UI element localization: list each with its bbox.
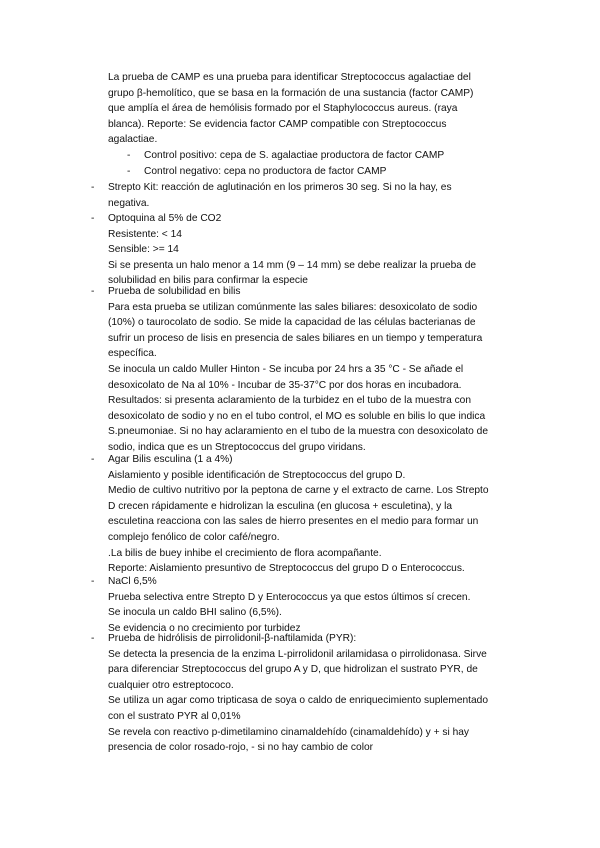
text-line: Reporte: Aislamiento presuntivo de Streptococcus del grupo D o Enterococcus. xyxy=(108,563,465,575)
agar-bilis-esculina-item xyxy=(108,452,518,577)
optoquina-item xyxy=(108,211,518,289)
pyr-item xyxy=(108,631,518,756)
item-heading: Prueba de hidrólisis de pirrolidonil-β-naftilamida (PYR): xyxy=(108,633,357,644)
text-line: Se revela con reactivo p-dimetilamino cinamaldehído (cinamaldehído) y + si hay xyxy=(108,726,469,738)
text-line: Si se presenta un halo menor a 14 mm (9 – 14 mm) se debe realizar la prueba de xyxy=(108,259,477,271)
text-line: cualquier otro estreptococo. xyxy=(108,679,234,691)
text-line: grupo β-hemolítico, que se basa en la formación de una sustancia (factor CAMP) xyxy=(108,87,474,99)
text-line: blanca). Reporte: Se evidencia factor CAMP compatible con Streptococcus xyxy=(108,118,447,130)
text-line: Strepto Kit: reacción de aglutinación en los primeros 30 seg. Si no la hay, es xyxy=(108,182,452,193)
text-line: Para esta prueba se utilizan comúnmente las sales biliares: desoxicolato de sodio xyxy=(108,301,478,313)
text-line: esculetina reacciona con las sales de hierro presentes en el medio para formar un xyxy=(108,516,479,528)
text-line: Sensible: >= 14 xyxy=(108,244,179,256)
solubilidad-bilis-item xyxy=(108,284,518,456)
bullet-dash: - xyxy=(91,182,95,193)
text-line: desoxicolato de Na al 10% - Incubar de 35-37°C por dos horas en incubadora. xyxy=(108,379,462,391)
text-line: Medio de cultivo nutritivo por la peptona de carne y el extracto de carne. Los Strepto xyxy=(108,485,489,497)
text-line: Resultados: si presenta aclaramiento de la turbidez en el tubo de la muestra con xyxy=(108,395,471,407)
bullet-dash: - xyxy=(91,576,95,587)
bullet-dash: - xyxy=(91,633,95,644)
camp-intro-paragraph xyxy=(108,70,518,148)
text-line: sufrir un proceso de lisis en presencia de sales biliares en un tiempo y temperatura xyxy=(108,332,483,344)
item-heading: Prueba de solubilidad en bilis xyxy=(108,286,241,297)
text-line: Se evidencia o no crecimiento por turbidez xyxy=(108,622,301,634)
text-line: Resistente: < 14 xyxy=(108,228,182,240)
control-positive-item: Control positivo: cepa de S. agalactiae productora de factor CAMP xyxy=(144,150,445,161)
text-line: sodio, indica que es un Streptococcus del grupo viridans. xyxy=(108,441,366,453)
bullet-dash: - xyxy=(91,454,95,465)
strepto-kit-item xyxy=(108,180,518,211)
text-line: que amplía el área de hemólisis formado por el Staphylococcus aureus. (raya xyxy=(108,103,458,115)
text-line: (10%) o taurocolato de sodio. Se mide la capacidad de las células bacterianas de xyxy=(108,317,476,329)
text-line: .La bilis de buey inhibe el crecimiento de flora acompañante. xyxy=(108,547,382,559)
text-line: Se inocula un caldo Muller Hinton - Se incuba por 24 hrs a 35 °C - Se añade el xyxy=(108,363,464,375)
text-line: Prueba selectiva entre Strepto D y Enterococcus ya que estos últimos sí crecen. xyxy=(108,591,471,603)
text-line: Se utiliza un agar como tripticasa de soya o caldo de enriquecimiento suplementado xyxy=(108,695,488,707)
text-line: solubilidad en bilis para confirmar la especie xyxy=(108,275,308,287)
text-line: Se detecta la presencia de la enzima L-pirrolidonil arilamidasa o pirrolidonasa. Sirve xyxy=(108,648,487,660)
text-line: con el sustrato PYR al 0,01% xyxy=(108,710,241,722)
text-line: negativa. xyxy=(108,197,150,209)
text-line: complejo fenólico de color café/negro. xyxy=(108,531,280,543)
text-line: Aislamiento y posible identificación de Streptococcus del grupo D. xyxy=(108,469,406,481)
text-line: específica. xyxy=(108,348,157,360)
nacl-item xyxy=(108,574,518,636)
bullet-dash: - xyxy=(91,213,95,224)
sub-bullet-dash: - xyxy=(127,150,131,161)
sub-bullet-dash: - xyxy=(127,166,131,177)
item-heading: Agar Bilis esculina (1 a 4%) xyxy=(108,454,233,465)
text-line: La prueba de CAMP es una prueba para identificar Streptococcus agalactiae del xyxy=(108,72,471,83)
text-line: Se inocula un caldo BHI salino (6,5%). xyxy=(108,607,282,619)
text-line: D crecen rápidamente e hidrolizan la esculina (en glucosa + esculetina), y la xyxy=(108,500,453,512)
item-heading: Optoquina al 5% de CO2 xyxy=(108,213,222,224)
bullet-dash: - xyxy=(91,286,95,297)
item-heading: NaCl 6,5% xyxy=(108,576,157,587)
text-line: S.pneumoniae. Si no hay aclaramiento en el tubo de la muestra con desoxicolato de xyxy=(108,426,489,438)
text-line: desoxicolato de sodio y no en el tubo control, el MO es soluble en bilis lo que indica xyxy=(108,410,486,422)
control-negative-item: Control negativo: cepa no productora de factor CAMP xyxy=(144,166,387,177)
text-line: para diferenciar Streptococcus del grupo A y D, que hidrolizan el sustrato PYR, de xyxy=(108,664,478,676)
text-line: agalactiae. xyxy=(108,134,158,146)
text-line: presencia de color rosado-rojo, - si no hay cambio de color xyxy=(108,742,374,754)
